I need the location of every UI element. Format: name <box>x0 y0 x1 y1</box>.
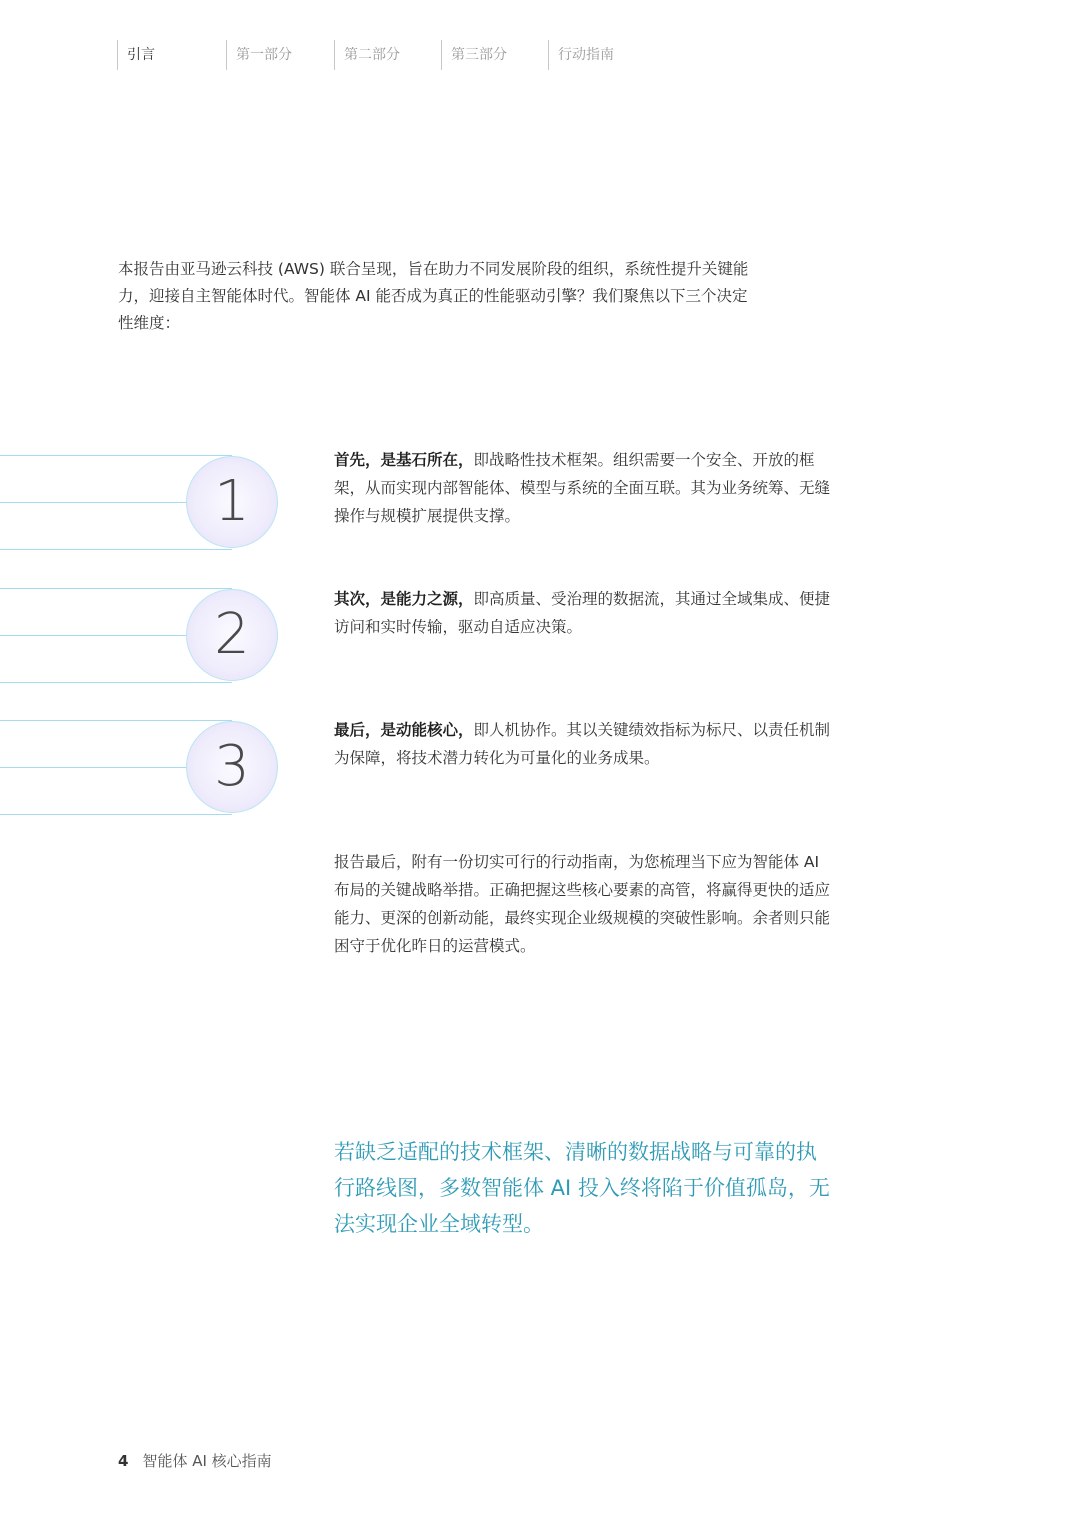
point-lead: 首先，是基石所在， <box>334 451 474 469</box>
point-paragraph <box>334 716 834 772</box>
decor-line <box>0 455 232 456</box>
decor-line <box>0 682 232 683</box>
number-circle <box>186 721 278 813</box>
point-text: 即战略性技术框架。组织需要一个安全、开放的框架，从而实现内部智能体、模型与系统的全面互联。其为业务统筹、无缝操作与规模扩展提供支撑。 <box>334 451 831 525</box>
nav-item-part-two[interactable]: 第二部分 <box>334 40 400 70</box>
nav-item-intro[interactable]: 引言 <box>117 40 155 70</box>
decor-line <box>0 814 232 815</box>
decor-line <box>0 502 186 503</box>
point-number: 2 <box>214 602 250 667</box>
nav-item-part-one[interactable]: 第一部分 <box>226 40 292 70</box>
point-lead: 最后，是动能核心， <box>334 721 474 739</box>
point-lead: 其次，是能力之源， <box>334 590 474 608</box>
point-paragraph <box>334 585 834 641</box>
point-number: 3 <box>214 734 250 799</box>
decor-line <box>0 720 232 721</box>
number-circle <box>186 456 278 548</box>
point-paragraph <box>334 446 834 530</box>
decor-line <box>0 549 232 550</box>
decor-line <box>0 635 186 636</box>
pull-quote: 若缺乏适配的技术框架、清晰的数据战略与可靠的执行路线图，多数智能体 AI 投入终将陷于价值孤岛，无法实现企业全域转型。 <box>334 1140 830 1236</box>
closing-paragraph: 报告最后，附有一份切实可行的行动指南，为您梳理当下应为智能体 AI 布局的关键战略举措。正确把握这些核心要素的高管，将赢得更快的适应能力、更深的创新动能，最终实现企业级规模的突破性影响。余者则只能困守于优化昨日的运营模式。 <box>334 853 831 955</box>
intro-paragraph: 本报告由亚马逊云科技 (AWS) 联合呈现，旨在助力不同发展阶段的组织，系统性提升关键能力，迎接自主智能体时代。智能体 AI 能否成为真正的性能驱动引擎？我们聚焦以下三个决定性维度： <box>118 260 749 332</box>
nav-item-part-three[interactable]: 第三部分 <box>441 40 507 70</box>
page-number: 4 <box>118 1452 129 1470</box>
nav-item-action-guide[interactable]: 行动指南 <box>548 40 614 70</box>
document-title: 智能体 AI 核心指南 <box>142 1452 272 1470</box>
point-text: 即高质量、受治理的数据流，其通过全域集成、便捷访问和实时传输，驱动自适应决策。 <box>334 590 831 636</box>
point-text: 即人机协作。其以关键绩效指标为标尺、以责任机制为保障，将技术潜力转化为可量化的业务成果。 <box>334 721 831 767</box>
decor-line <box>0 767 186 768</box>
page-footer <box>118 1450 272 1472</box>
number-circle <box>186 589 278 681</box>
point-number: 1 <box>214 469 250 534</box>
decor-line <box>0 588 232 589</box>
